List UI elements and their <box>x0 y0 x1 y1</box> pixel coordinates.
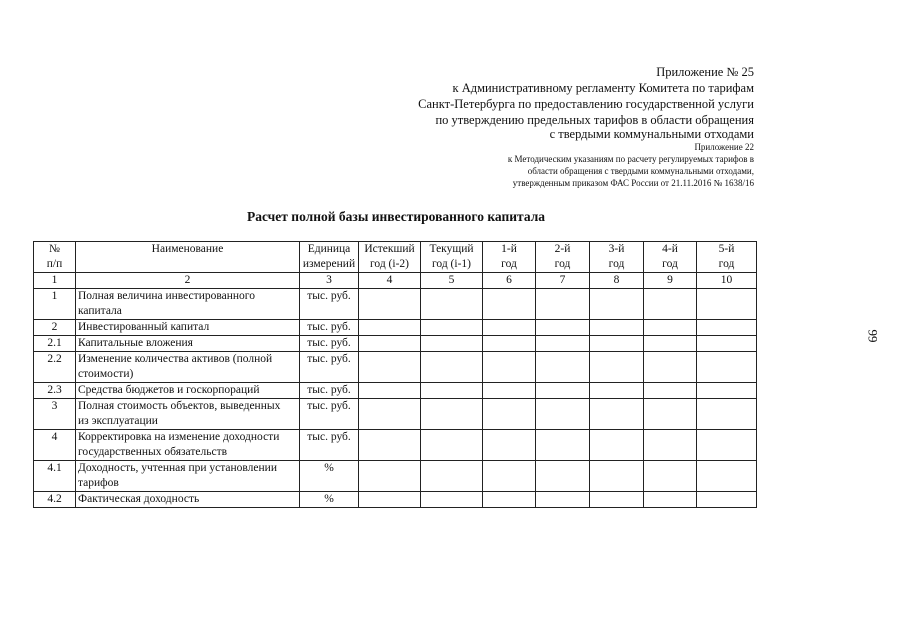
empty-cell <box>644 320 697 336</box>
empty-cell <box>697 320 757 336</box>
header-cell: Истекший год (i-2) <box>359 242 421 273</box>
row-unit: тыс. руб. <box>300 336 359 352</box>
empty-cell <box>697 336 757 352</box>
empty-cell <box>644 383 697 399</box>
empty-cell <box>359 336 421 352</box>
document-title: Расчет полной базы инвестированного капитала <box>246 209 546 224</box>
empty-cell <box>590 399 644 430</box>
row-unit: тыс. руб. <box>300 399 359 430</box>
column-number: 4 <box>359 273 421 289</box>
empty-cell <box>483 336 536 352</box>
table-row <box>34 320 757 336</box>
empty-cell <box>421 320 483 336</box>
header-cell: 1-й год <box>483 242 536 273</box>
empty-cell <box>483 461 536 492</box>
row-unit: тыс. руб. <box>300 352 359 383</box>
header-line-2: к Административному регламенту Комитета по тарифам <box>452 81 754 95</box>
empty-cell <box>644 492 697 508</box>
row-number: 2.1 <box>34 336 76 352</box>
empty-cell <box>644 430 697 461</box>
row-unit: тыс. руб. <box>300 320 359 336</box>
empty-cell <box>644 289 697 320</box>
empty-cell <box>483 352 536 383</box>
table-row <box>34 383 757 399</box>
empty-cell <box>483 289 536 320</box>
subheader-line-1: Приложение 22 <box>694 142 754 152</box>
empty-cell <box>697 492 757 508</box>
empty-cell <box>697 399 757 430</box>
table-body <box>34 242 757 508</box>
empty-cell <box>536 289 590 320</box>
empty-cell <box>359 492 421 508</box>
empty-cell <box>536 352 590 383</box>
empty-cell <box>590 336 644 352</box>
row-number: 2.2 <box>34 352 76 383</box>
table-row <box>34 430 757 461</box>
empty-cell <box>697 289 757 320</box>
column-number: 5 <box>421 273 483 289</box>
row-name: Корректировка на изменение доходности государственных обязательств <box>76 430 300 461</box>
column-number: 2 <box>76 273 300 289</box>
empty-cell <box>536 430 590 461</box>
row-number: 4.2 <box>34 492 76 508</box>
empty-cell <box>359 430 421 461</box>
header-line-3: Санкт-Петербурга по предоставлению государственной услуги <box>418 97 754 111</box>
column-number: 10 <box>697 273 757 289</box>
empty-cell <box>536 383 590 399</box>
empty-cell <box>421 399 483 430</box>
table-row <box>34 336 757 352</box>
table-header-row <box>34 242 757 273</box>
empty-cell <box>421 492 483 508</box>
empty-cell <box>644 399 697 430</box>
empty-cell <box>697 461 757 492</box>
row-number: 1 <box>34 289 76 320</box>
header-cell: 4-й год <box>644 242 697 273</box>
column-number: 1 <box>34 273 76 289</box>
column-number: 3 <box>300 273 359 289</box>
header-line-1: Приложение № 25 <box>656 65 754 79</box>
empty-cell <box>697 352 757 383</box>
empty-cell <box>536 461 590 492</box>
column-number: 8 <box>590 273 644 289</box>
subheader-line-4: утвержденным приказом ФАС России от 21.11.2016 № 1638/16 <box>512 178 754 188</box>
empty-cell <box>421 336 483 352</box>
row-unit: тыс. руб. <box>300 383 359 399</box>
empty-cell <box>536 336 590 352</box>
empty-cell <box>590 461 644 492</box>
subheader-line-3: области обращения с твердыми коммунальными отходами, <box>527 166 754 176</box>
row-unit: тыс. руб. <box>300 430 359 461</box>
header-cell: Текущий год (i-1) <box>421 242 483 273</box>
empty-cell <box>483 492 536 508</box>
column-number: 9 <box>644 273 697 289</box>
row-name: Фактическая доходность <box>76 492 300 508</box>
row-unit: % <box>300 492 359 508</box>
header-cell: 3-й год <box>590 242 644 273</box>
header-cell: 5-й год <box>697 242 757 273</box>
empty-cell <box>697 383 757 399</box>
row-name: Инвестированный капитал <box>76 320 300 336</box>
table-row <box>34 461 757 492</box>
empty-cell <box>483 320 536 336</box>
empty-cell <box>359 352 421 383</box>
empty-cell <box>536 492 590 508</box>
empty-cell <box>590 492 644 508</box>
empty-cell <box>421 383 483 399</box>
header-cell: 2-й год <box>536 242 590 273</box>
page-number: 99 <box>865 329 881 343</box>
empty-cell <box>644 461 697 492</box>
empty-cell <box>421 461 483 492</box>
empty-cell <box>536 320 590 336</box>
table-row <box>34 492 757 508</box>
row-name: Доходность, учтенная при установлении тарифов <box>76 461 300 492</box>
subheader-line-2: к Методическим указаниям по расчету регулируемых тарифов в <box>507 154 754 164</box>
empty-cell <box>644 352 697 383</box>
empty-cell <box>359 399 421 430</box>
empty-cell <box>536 399 590 430</box>
investment-table <box>33 241 757 508</box>
empty-cell <box>590 320 644 336</box>
header-line-4: по утверждению предельных тарифов в области обращения <box>435 113 754 127</box>
row-name: Полная величина инвестированного капитала <box>76 289 300 320</box>
empty-cell <box>644 336 697 352</box>
header-cell: № п/п <box>34 242 76 273</box>
empty-cell <box>590 352 644 383</box>
table-row <box>34 289 757 320</box>
row-name: Изменение количества активов (полной стоимости) <box>76 352 300 383</box>
row-number: 4.1 <box>34 461 76 492</box>
column-number: 7 <box>536 273 590 289</box>
empty-cell <box>359 461 421 492</box>
empty-cell <box>590 383 644 399</box>
row-name: Средства бюджетов и госкорпораций <box>76 383 300 399</box>
row-number: 3 <box>34 399 76 430</box>
row-name: Капитальные вложения <box>76 336 300 352</box>
empty-cell <box>483 383 536 399</box>
column-number-row <box>34 273 757 289</box>
table-row <box>34 399 757 430</box>
header-cell: Единица измерений <box>300 242 359 273</box>
header-line-5: с твердыми коммунальными отходами <box>549 127 754 141</box>
empty-cell <box>697 430 757 461</box>
header-cell: Наименование <box>76 242 300 273</box>
empty-cell <box>359 320 421 336</box>
row-number: 4 <box>34 430 76 461</box>
empty-cell <box>590 289 644 320</box>
row-number: 2 <box>34 320 76 336</box>
column-number: 6 <box>483 273 536 289</box>
empty-cell <box>421 430 483 461</box>
empty-cell <box>421 289 483 320</box>
empty-cell <box>359 289 421 320</box>
empty-cell <box>359 383 421 399</box>
empty-cell <box>590 430 644 461</box>
empty-cell <box>421 352 483 383</box>
row-unit: тыс. руб. <box>300 289 359 320</box>
empty-cell <box>483 399 536 430</box>
row-number: 2.3 <box>34 383 76 399</box>
row-unit: % <box>300 461 359 492</box>
row-name: Полная стоимость объектов, выведенных из эксплуатации <box>76 399 300 430</box>
empty-cell <box>483 430 536 461</box>
table-row <box>34 352 757 383</box>
